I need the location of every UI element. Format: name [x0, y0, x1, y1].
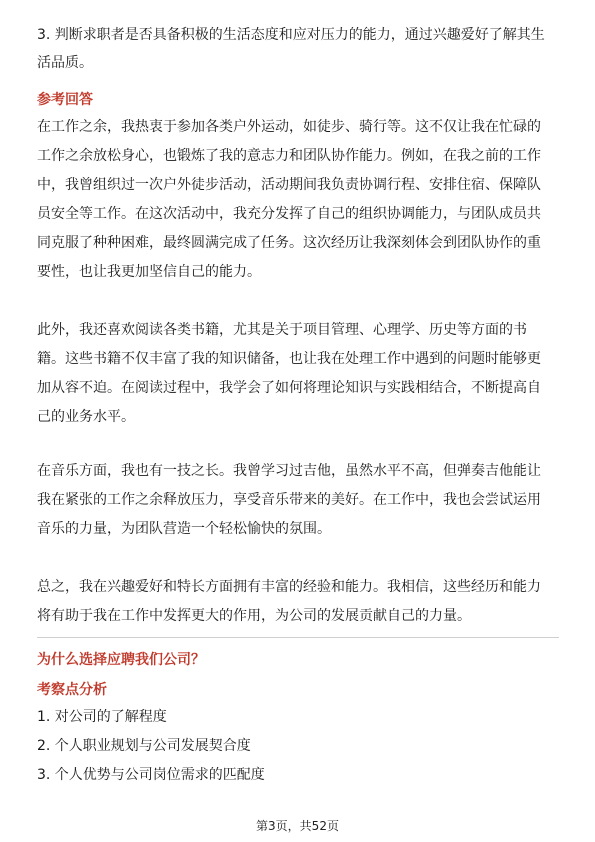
paragraph-line: 员安全等工作。在这次活动中，我充分发挥了自己的组织协调能力，与团队成员共 — [37, 206, 541, 222]
paragraph-line: 我在紧张的工作之余释放压力，享受音乐带来的美好。在工作中，我也会尝试运用 — [37, 492, 541, 508]
paragraph-line: 在工作之余，我热衷于参加各类户外运动，如徒步、骑行等。这不仅让我在忙碌的 — [37, 119, 541, 135]
paragraph-line: 加从容不迫。在阅读过程中，我学会了如何将理论知识与实践相结合，不断提高自 — [37, 380, 541, 396]
next-question-heading: 为什么选择应聘我们公司？ — [37, 652, 205, 668]
analysis-point: 3. 个人优势与公司岗位需求的匹配度 — [37, 767, 265, 783]
paragraph-line: 要性，也让我更加坚信自己的能力。 — [37, 264, 261, 280]
answer-heading: 参考回答 — [37, 92, 93, 108]
analysis-point: 1. 对公司的了解程度 — [37, 709, 167, 725]
intro-point-line: 活品质。 — [37, 55, 93, 71]
paragraph-line: 总之，我在兴趣爱好和特长方面拥有丰富的经验和能力。我相信，这些经历和能力 — [37, 579, 541, 595]
paragraph-line: 同克服了种种困难，最终圆满完成了任务。这次经历让我深刻体会到团队协作的重 — [37, 235, 541, 251]
paragraph-line: 在音乐方面，我也有一技之长。我曾学习过吉他，虽然水平不高，但弹奏吉他能让 — [37, 463, 541, 479]
paragraph-line: 籍。这些书籍不仅丰富了我的知识储备，也让我在处理工作中遇到的问题时能够更 — [37, 351, 541, 367]
analysis-point: 2. 个人职业规划与公司发展契合度 — [37, 738, 251, 754]
paragraph-line: 此外，我还喜欢阅读各类书籍，尤其是关于项目管理、心理学、历史等方面的书 — [37, 322, 527, 338]
analysis-heading: 考察点分析 — [37, 682, 107, 698]
intro-point-line: 3. 判断求职者是否具备积极的生活态度和应对压力的能力，通过兴趣爱好了解其生 — [37, 27, 545, 43]
paragraph-line: 将有助于我在工作中发挥更大的作用，为公司的发展贡献自己的力量。 — [37, 608, 471, 624]
page-number-footer: 第3页，共52页 — [256, 819, 339, 833]
paragraph-line: 音乐的力量，为团队营造一个轻松愉快的氛围。 — [37, 521, 331, 537]
paragraph-line: 己的业务水平。 — [37, 409, 135, 425]
paragraph-line: 中，我曾组织过一次户外徒步活动，活动期间我负责协调行程、安排住宿、保障队 — [37, 177, 541, 193]
paragraph-line: 工作之余放松身心，也锻炼了我的意志力和团队协作能力。例如，在我之前的工作 — [37, 148, 541, 164]
section-divider — [37, 637, 559, 638]
